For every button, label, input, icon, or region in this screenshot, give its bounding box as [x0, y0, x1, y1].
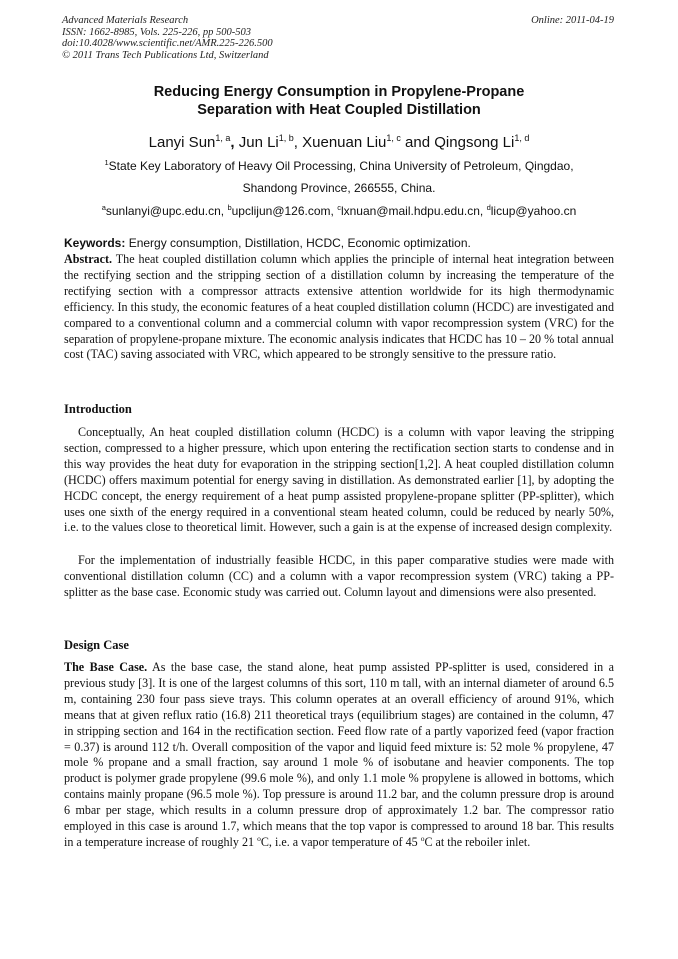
- abstract-text: The heat coupled distillation column which applies the principle of internal heat integration between the rectifying section and the stripping section of a distillation column by increasing the temperature of the rectifying section with a compressor attracts extensive attention worldwide for its high thermodynamic efficiency. In this study, the economic features of a heat coupled distillation column (HCDC) are investigated and compared to a conventional column and a commercial column with vapor recompression system (VRC) for the separation of propylene-propane mixture. The economic analysis indicates that HCDC has 10 – 20 % total annual cost (TAC) saving associated with VRC, which appeared to be strongly sensitive to the pressure ratio.: [64, 252, 614, 362]
- section-heading-design-case: Design Case: [64, 638, 129, 652]
- email-link: licup@yahoo.cn: [490, 204, 577, 218]
- abstract-label: Abstract.: [64, 252, 113, 266]
- author-name: Xuenuan Liu: [302, 134, 387, 151]
- author-affil-sup: 1, b: [278, 133, 294, 143]
- keywords-text: Energy consumption, Distillation, HCDC, Economic optimization.: [125, 236, 471, 250]
- title-line-1: Reducing Energy Consumption in Propylene-Propane: [153, 84, 525, 100]
- title-line-2: Separation with Heat Coupled Distillation: [197, 102, 481, 118]
- keywords-label: Keywords:: [64, 236, 126, 250]
- affiliation-sup: 1: [104, 158, 109, 167]
- author-name: Lanyi Sun: [148, 134, 216, 151]
- doi-line: doi:10.4028/www.scientific.net/AMR.225-226.500: [62, 38, 273, 49]
- journal-info: [62, 15, 273, 61]
- email-link: upclijun@126.com,: [231, 204, 338, 218]
- author-name: Jun Li: [238, 134, 279, 151]
- author-separator: ,: [293, 134, 303, 151]
- author-affil-sup: 1, a: [215, 133, 231, 143]
- journal-name: Advanced Materials Research: [62, 15, 189, 26]
- base-case-paragraph: The Base Case. As the base case, the stand alone, heat pump assisted PP-splitter is used, considered in a previous study [3]. It is one of the largest columns of this sort, 110 m tall, with an internal diameter of around 6.5 m, containing 230 four pass sieve trays. This column operates at an overall efficiency of around 91%, which means that at given reflux ratio (16.8) 211 theoretical trays (equilibrium stages) are contained in the column, 47 in stripping section and 164 in the rectification section. Feed flow rate of a partly vaporized feed (vapor fraction = 0.37) is around 112 t/h. Overall composition of the vapor and liquid feed mixture is: 52 mole % propylene, 47 mole % propane and a small fraction, say around 1 mole % of isobutane and heavier components. The top product is polymer grade propylene (99.6 mole %), and only 1.1 mole % propylene is allowed in bottoms, which contains mainly propane (96.5 mole %). Top pressure is around 11.2 bar, and the column pressure drop is around 6 mbar per stage, which results in a column pressure drop of approximately 1.2 bar. The compressor ratio employed in this case is around 1.7, which means that the top vapor is compressed to around 18 bar. This results in a temperature increase of roughly 21 $^o$C, i.e. a vapor temperature of 45 $^o$C at the reboiler inlet.: [64, 660, 614, 849]
- paper-title: [0, 83, 678, 119]
- author-list: [0, 133, 678, 151]
- author-affil-sup: 1, d: [514, 133, 530, 143]
- keywords: [64, 236, 471, 250]
- intro-paragraph-1: Conceptually, An heat coupled distillation column (HCDC) is a column with vapor leaving the stripping section, compressed to a higher pressure, which upon entering the rectification section starts to condense and in this way provides the heat duty for evaporation in the stripping section[1,2]. A heat coupled distillation column (HCDC) offers maximum potential for energy saving in distillation. As demonstrated earlier [1], by adopting the HCDC concept, the energy requirement of a heat pump assisted propylene-propane splitter (PP-splitter), which uses one sixth of the energy required in a conventional steam heated column, could be reduced by nearly 50%, i.e. to the values close to theoretical limit. However, such a gain is at the expense of increased design complexity.: [64, 425, 614, 535]
- author-separator: and: [400, 134, 435, 151]
- affiliation-line-1: $^1$State Key Laboratory of Heavy Oil Processing, China University of Petroleum, Qingdao,: [104, 158, 574, 173]
- email-link: lxnuan@mail.hdpu.edu.cn,: [340, 204, 487, 218]
- section-heading-introduction: Introduction: [64, 402, 132, 416]
- abstract: [64, 252, 614, 363]
- intro-paragraph-2: For the implementation of industrially feasible HCDC, in this paper comparative studies were made with conventional distillation column (CC) and a column with a vapor recompression system (VRC) taking a PP-splitter as the base case. Economic study was carried out. Column layout and dimensions were also presented.: [64, 553, 614, 599]
- email-list: $^a$sunlanyi@upc.edu.cn, $^b$upclijun@126.com, $^c$lxnuan@mail.hdpu.edu.cn, $^d$licup@yahoo.cn: [101, 203, 577, 218]
- issn-line: ISSN: 1662-8985, Vols. 225-226, pp 500-503: [62, 26, 251, 38]
- base-case-label: The Base Case.: [64, 660, 148, 674]
- copyright-line: © 2011 Trans Tech Publications Ltd, Switzerland: [62, 49, 269, 61]
- author-affil-sup: 1, c: [386, 133, 401, 143]
- online-date: Online: 2011-04-19: [531, 15, 614, 26]
- affiliation-line-2: Shandong Province, 266555, China.: [242, 181, 436, 195]
- author-name: Qingsong Li: [434, 134, 515, 151]
- author-separator: ,: [230, 134, 239, 151]
- email-link: sunlanyi@upc.edu.cn,: [105, 204, 228, 218]
